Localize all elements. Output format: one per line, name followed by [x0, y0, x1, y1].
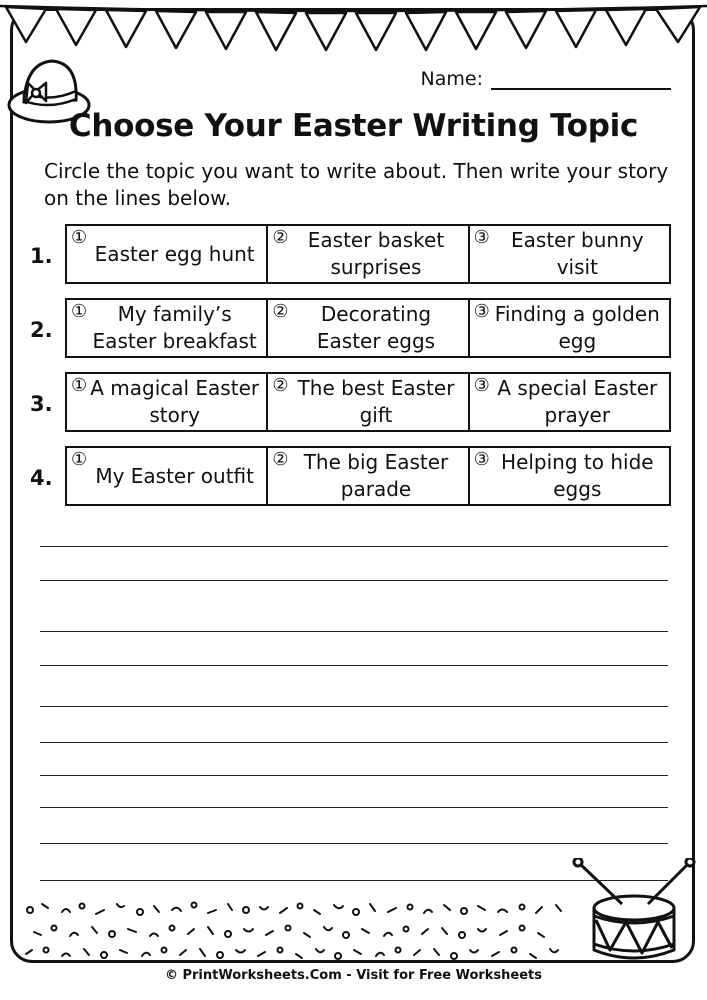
choice-number: ①: [71, 301, 88, 322]
writing-line[interactable]: [40, 706, 668, 707]
choice-number: ①: [71, 449, 88, 470]
bunting-icon: [0, 0, 707, 60]
writing-line[interactable]: [40, 546, 668, 547]
choice-text: Decorating Easter eggs: [316, 302, 436, 353]
writing-line[interactable]: [40, 807, 668, 808]
writing-line[interactable]: [40, 631, 668, 632]
topic-choice[interactable]: [470, 374, 669, 430]
topic-choice[interactable]: [268, 374, 469, 430]
choice-number: ③: [473, 375, 490, 396]
topic-choice[interactable]: [470, 448, 669, 504]
choice-number: ①: [71, 227, 88, 248]
row-number: 4.: [30, 466, 53, 490]
topic-choices: [65, 372, 671, 432]
topic-choice[interactable]: [268, 300, 469, 356]
choice-number: ③: [473, 301, 490, 322]
choice-text: The big Easter parade: [303, 450, 449, 501]
choice-number: ②: [272, 301, 289, 322]
topic-choice[interactable]: [470, 300, 669, 356]
choice-number: ③: [473, 449, 490, 470]
choice-text: My family’s Easter breakfast: [92, 302, 257, 353]
choice-number: ②: [272, 375, 289, 396]
confetti-icon: [22, 898, 582, 960]
writing-line[interactable]: [40, 742, 668, 743]
choice-text: A special Easter prayer: [497, 376, 658, 427]
page-title: Choose Your Easter Writing Topic: [68, 108, 639, 144]
topic-choice[interactable]: [470, 226, 669, 282]
choice-number: ②: [272, 227, 289, 248]
name-label: Name:: [420, 68, 483, 90]
choice-number: ②: [272, 449, 289, 470]
row-number: 3.: [30, 392, 53, 416]
writing-line[interactable]: [40, 665, 668, 666]
writing-line[interactable]: [40, 775, 668, 776]
topic-choice[interactable]: [67, 448, 268, 504]
topic-choices: [65, 446, 671, 506]
writing-line[interactable]: [40, 580, 668, 581]
choice-text: Easter egg hunt: [94, 241, 255, 266]
topic-choice[interactable]: [268, 448, 469, 504]
choice-text: Easter basket surprises: [307, 228, 445, 279]
choice-text: Easter bunny visit: [511, 228, 644, 279]
choice-text: The best Easter gift: [297, 376, 455, 427]
topic-choice[interactable]: [67, 300, 268, 356]
name-field[interactable]: [421, 68, 671, 90]
footer-text: © PrintWorksheets.Com - Visit for Free Worksheets: [164, 968, 543, 983]
choice-text: My Easter outfit: [95, 463, 254, 488]
name-line[interactable]: [491, 70, 671, 90]
topic-choices: [65, 224, 671, 284]
topic-choice[interactable]: [67, 226, 268, 282]
choice-text: A magical Easter story: [90, 376, 260, 427]
row-number: 1.: [30, 244, 53, 268]
writing-line[interactable]: [40, 843, 668, 844]
topic-choices: [65, 298, 671, 358]
choice-number: ③: [473, 227, 490, 248]
instructions: Circle the topic you want to write about. Then write your story on the lines below.: [44, 159, 669, 210]
row-number: 2.: [30, 318, 53, 342]
topic-choice[interactable]: [268, 226, 469, 282]
drum-icon: [572, 858, 704, 966]
choice-text: Finding a golden egg: [494, 302, 660, 353]
choice-number: ①: [71, 375, 88, 396]
topic-choice[interactable]: [67, 374, 268, 430]
choice-text: Helping to hide eggs: [501, 450, 654, 501]
